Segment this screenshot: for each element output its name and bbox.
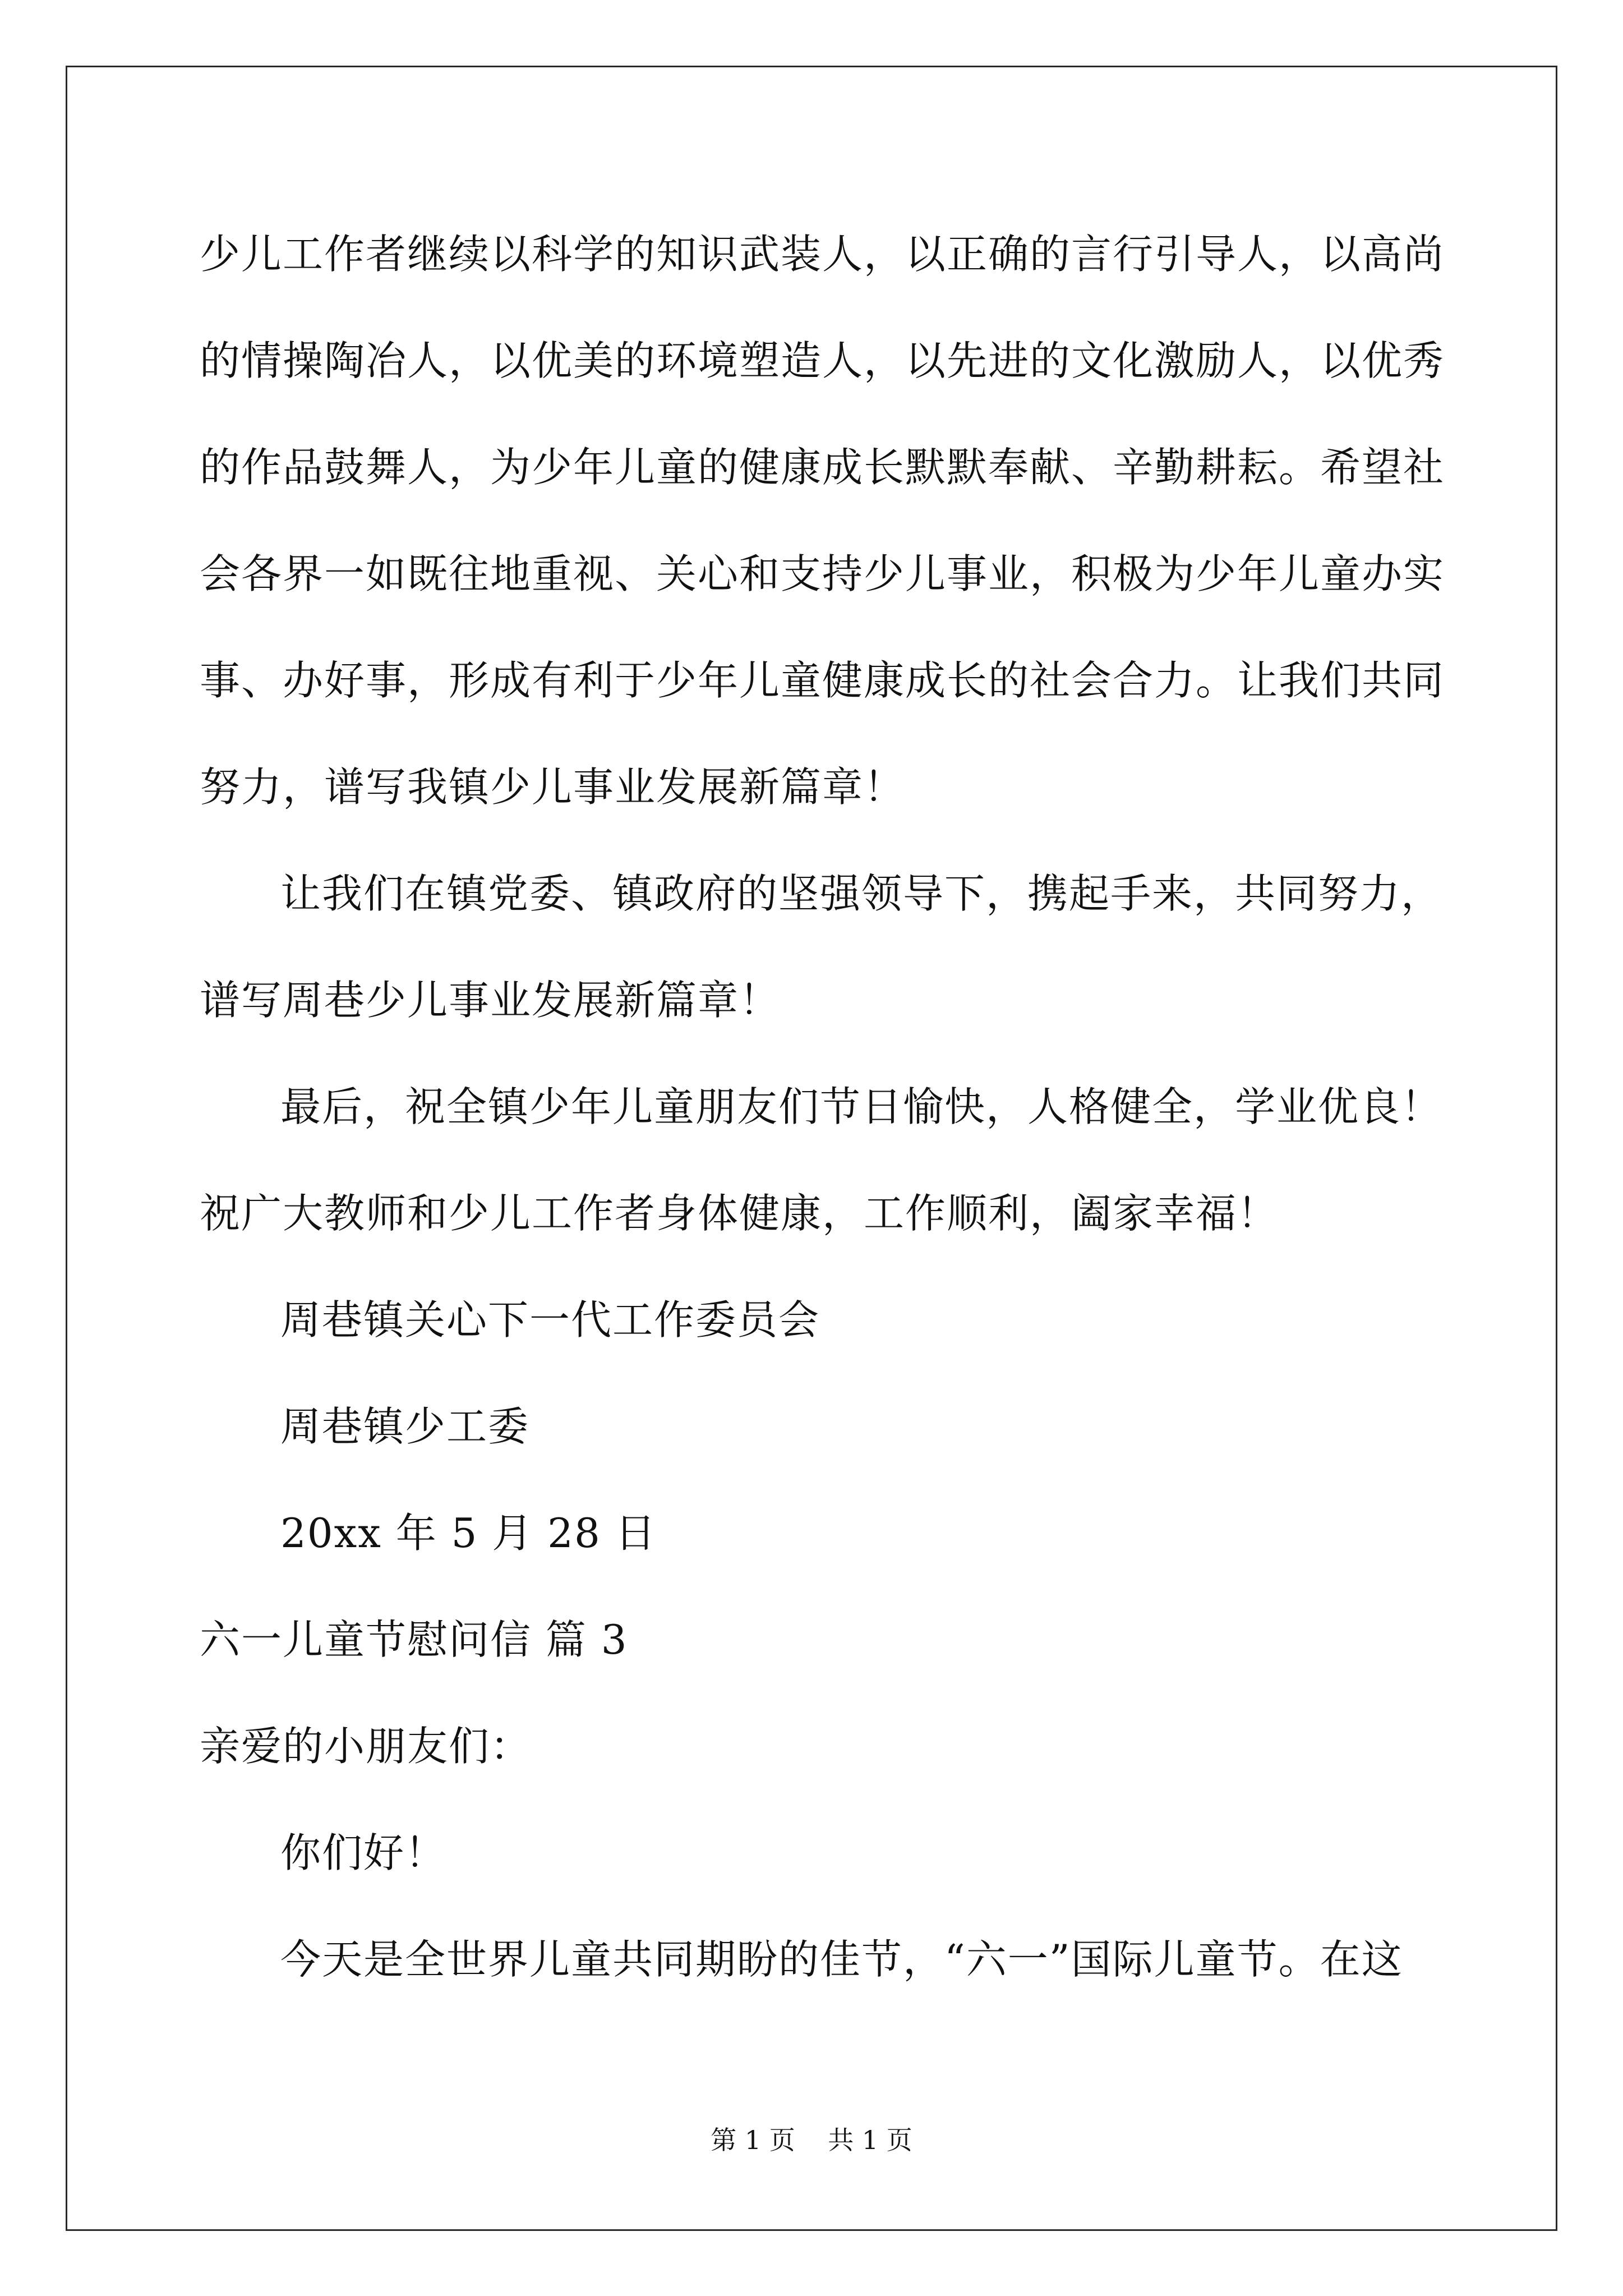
signature-date: 20xx 年 5 月 28 日 <box>280 1510 657 1557</box>
body-text-line: 的情操陶冶人，以优美的环境塑造人，以先进的文化激励人，以优秀 <box>200 337 1445 384</box>
body-text-line: 的作品鼓舞人，为少年儿童的健康成长默默奉献、辛勤耕耘。希望社 <box>200 444 1445 491</box>
body-text-line: 最后，祝全镇少年儿童朋友们节日愉快，人格健全，学业优良！ <box>280 1083 1443 1130</box>
body-text-line: 努力，谱写我镇少儿事业发展新篇章！ <box>200 763 906 811</box>
body-text-line: 少儿工作者继续以科学的知识武装人，以正确的言行引导人，以高尚 <box>200 231 1445 278</box>
body-text-line: 谱写周巷少儿事业发展新篇章！ <box>200 977 781 1024</box>
body-text-line: 事、办好事，形成有利于少年儿童健康成长的社会合力。让我们共同 <box>200 657 1445 704</box>
body-text-line: 今天是全世界儿童共同期盼的佳节，“六一”国际儿童节。在这 <box>280 1936 1403 1983</box>
body-text-line: 让我们在镇党委、镇政府的坚强领导下，携起手来，共同努力， <box>280 870 1443 917</box>
body-text-line: 祝广大教师和少儿工作者身体健康，工作顺利，阖家幸福！ <box>200 1190 1279 1237</box>
page-footer: 第 1 页 共 1 页 <box>711 2125 912 2155</box>
salutation: 亲爱的小朋友们： <box>200 1723 532 1770</box>
body-text-line: 会各界一如既往地重视、关心和支持少儿事业，积极为少年儿童办实 <box>200 550 1445 597</box>
section-heading: 六一儿童节慰问信 篇 3 <box>200 1616 628 1663</box>
page-border <box>66 66 1557 2231</box>
signature-organization: 周巷镇关心下一代工作委员会 <box>280 1296 820 1343</box>
signature-organization: 周巷镇少工委 <box>280 1403 530 1450</box>
greeting: 你们好！ <box>280 1829 447 1876</box>
